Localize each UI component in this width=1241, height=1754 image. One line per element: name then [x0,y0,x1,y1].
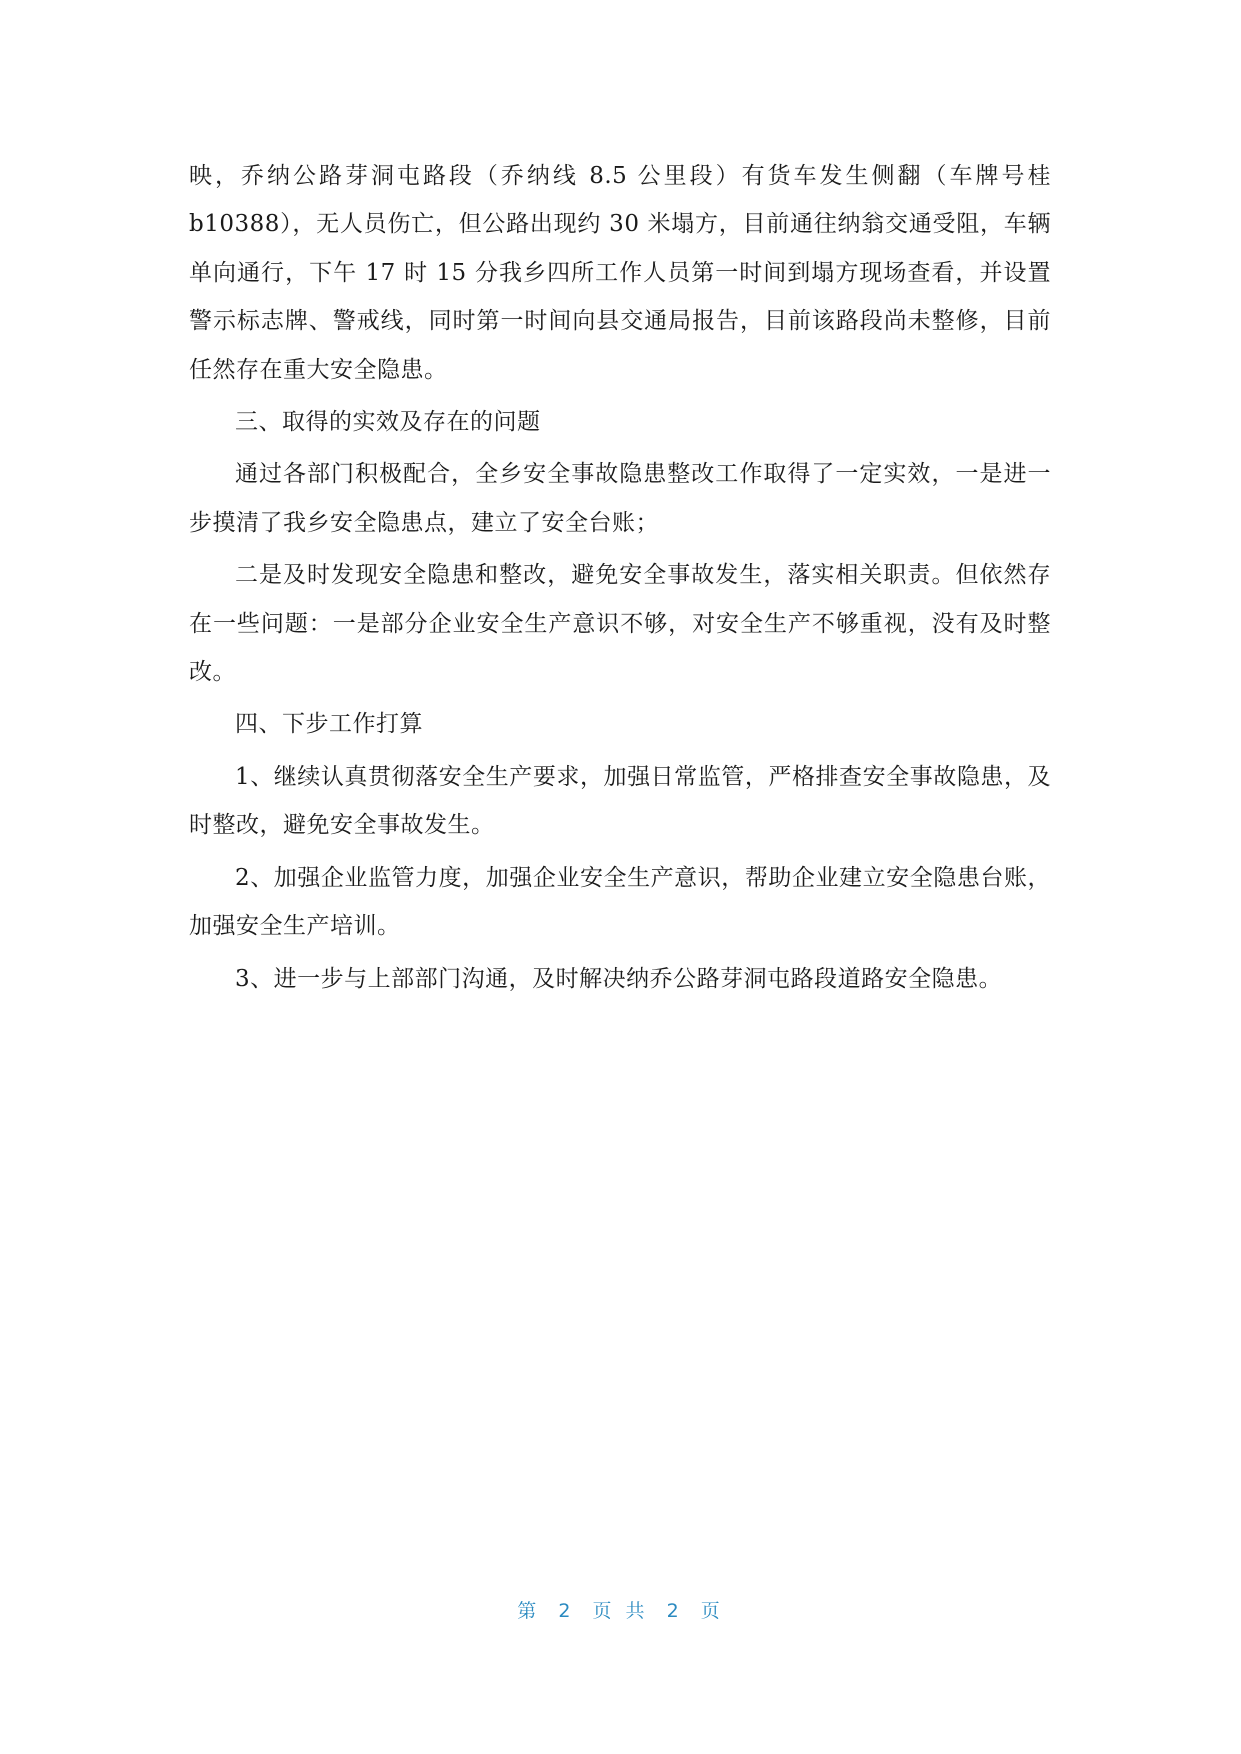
paragraph-continuation: 映，乔纳公路芽洞屯路段（乔纳线 8.5 公里段）有货车发生侧翻（车牌号桂 b10388），无人员伤亡，但公路出现约 30 米塌方，目前通往纳翁交通受阻，车辆单向通行，下午 17 时 15 分我乡四所工作人员第一时间到塌方现场查看，并设置警示标志牌、警戒线，同时第一时间向县交通局报告，目前该路段尚未整修，目前任然存在重大安全隐患。 [189,163,1051,383]
next-step-item-1: 1、继续认真贯彻落安全生产要求，加强日常监管，严格排查安全事故隐患，及时整改，避免安全事故发生。 [189,763,1051,839]
document-body [189,152,1051,1007]
next-step-item-3: 3、进一步与上部部门沟通，及时解决纳乔公路芽洞屯路段道路安全隐患。 [235,965,1003,992]
section-heading-next-steps: 四、下步工作打算 [235,711,423,738]
footer-total-pages: 2 [666,1600,683,1622]
page-footer [0,1596,1241,1623]
footer-label-page: 第 [517,1600,541,1622]
paragraph-results-2: 二是及时发现安全隐患和整改，避免安全事故发生，落实相关职责。但依然存在一些问题：一是部分企业安全生产意识不够，对安全生产不够重视，没有及时整改。 [189,562,1051,686]
footer-current-page: 2 [558,1600,575,1622]
footer-label-pages: 页 [700,1600,724,1622]
next-step-item-2: 2、加强企业监管力度，加强企业安全生产意识，帮助企业建立安全隐患台账，加强安全生产培训。 [189,864,1051,940]
section-heading-results: 三、取得的实效及存在的问题 [235,409,541,436]
paragraph-results-1: 通过各部门积极配合，全乡安全事故隐患整改工作取得了一定实效，一是进一步摸清了我乡安全隐患点，建立了安全台账； [189,461,1051,536]
footer-label-of: 页 共 [592,1600,649,1622]
